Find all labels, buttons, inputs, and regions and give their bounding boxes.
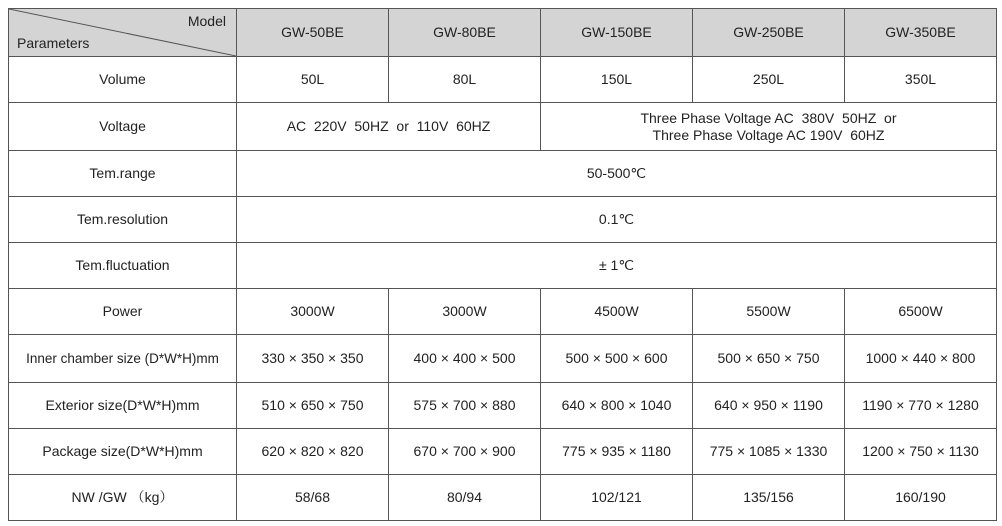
power-row	[9, 289, 997, 335]
table-cell: 50L	[237, 57, 389, 103]
voltage-line-1: Three Phase Voltage AC 380V 50HZ or	[640, 109, 897, 126]
model-header-cell: GW-80BE	[389, 9, 541, 57]
table-cell: 4500W	[541, 289, 693, 335]
table-cell: 1000 × 440 × 800	[845, 335, 997, 383]
model-header-cell: GW-350BE	[845, 9, 997, 57]
header-row	[9, 9, 997, 57]
table-cell: 500 × 500 × 600	[541, 335, 693, 383]
row-label: Volume	[9, 57, 237, 103]
row-label: Exterior size(D*W*H)mm	[9, 383, 237, 429]
model-header-cell: GW-250BE	[693, 9, 845, 57]
table-cell: 3000W	[389, 289, 541, 335]
table-cell: 58/68	[237, 475, 389, 521]
table-cell: 135/156	[693, 475, 845, 521]
inner-chamber-row	[9, 335, 997, 383]
table-cell: 620 × 820 × 820	[237, 429, 389, 475]
spec-table	[8, 8, 997, 521]
package-row	[9, 429, 997, 475]
table-cell: 80/94	[389, 475, 541, 521]
table-cell: 400 × 400 × 500	[389, 335, 541, 383]
row-label: Tem.fluctuation	[9, 243, 237, 289]
row-label: NW /GW （kg）	[9, 475, 237, 521]
weight-row	[9, 475, 997, 521]
volume-row	[9, 57, 997, 103]
row-label: Voltage	[9, 103, 237, 151]
table-cell: 1190 × 770 × 1280	[845, 383, 997, 429]
row-label: Tem.resolution	[9, 197, 237, 243]
voltage-three-phase	[541, 103, 997, 151]
tem-fluctuation-row	[9, 243, 997, 289]
voltage-row	[9, 103, 997, 151]
table-cell: 102/121	[541, 475, 693, 521]
table-cell: 80L	[389, 57, 541, 103]
table-cell: 775 × 1085 × 1330	[693, 429, 845, 475]
header-corner-cell	[9, 9, 237, 57]
voltage-line-2: Three Phase Voltage AC 190V 60HZ	[652, 126, 885, 143]
table-cell: 500 × 650 × 750	[693, 335, 845, 383]
row-label: Package size(D*W*H)mm	[9, 429, 237, 475]
table-cell: 50-500℃	[237, 151, 997, 197]
table-cell: 3000W	[237, 289, 389, 335]
table-cell: 330 × 350 × 350	[237, 335, 389, 383]
table-cell: 6500W	[845, 289, 997, 335]
table-cell: 575 × 700 × 880	[389, 383, 541, 429]
tem-range-row	[9, 151, 997, 197]
row-label: Power	[9, 289, 237, 335]
table-cell: ± 1℃	[237, 243, 997, 289]
tem-resolution-row	[9, 197, 997, 243]
table-cell: 250L	[693, 57, 845, 103]
row-label: Inner chamber size (D*W*H)mm	[9, 335, 237, 383]
table-cell: 640 × 800 × 1040	[541, 383, 693, 429]
model-label: Model	[187, 13, 226, 29]
voltage-single-phase: AC 220V 50HZ or 110V 60HZ	[237, 103, 541, 151]
model-header-cell: GW-50BE	[237, 9, 389, 57]
row-label: Tem.range	[9, 151, 237, 197]
table-cell: 510 × 650 × 750	[237, 383, 389, 429]
table-cell: 670 × 700 × 900	[389, 429, 541, 475]
table-cell: 640 × 950 × 1190	[693, 383, 845, 429]
table-cell: 1200 × 750 × 1130	[845, 429, 997, 475]
exterior-row	[9, 383, 997, 429]
table-cell: 150L	[541, 57, 693, 103]
model-header-cell: GW-150BE	[541, 9, 693, 57]
parameters-label: Parameters	[17, 35, 90, 51]
table-cell: 350L	[845, 57, 997, 103]
table-cell: 5500W	[693, 289, 845, 335]
table-cell: 775 × 935 × 1180	[541, 429, 693, 475]
table-cell: 0.1℃	[237, 197, 997, 243]
table-cell: 160/190	[845, 475, 997, 521]
